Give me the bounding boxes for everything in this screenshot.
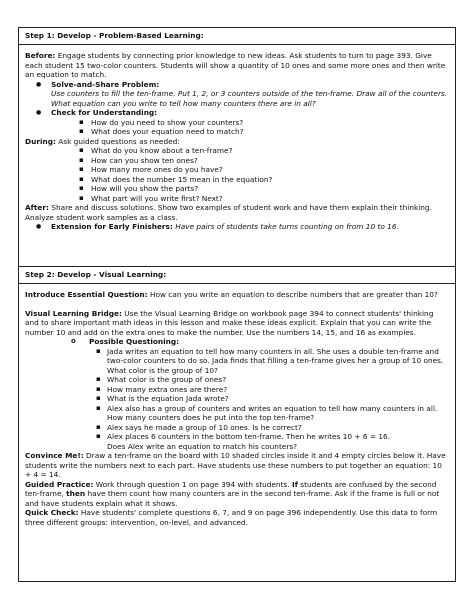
solve-text: Use counters to fill the ten-frame. Put 1, 2, or 3 counters outside of the ten-frame. Draw all of the counters. What equation can you write to tell how many counters there are in all?	[51, 89, 448, 108]
check-label: ● Check for Understanding:	[25, 108, 449, 118]
during-item: ▪ How many more ones do you have?	[25, 165, 449, 175]
essential-question-text: How can you write an equation to describe numbers that are greater than 10?	[149, 290, 438, 299]
quick-check-text: Have students' complete questions 6, 7, and 9 on page 396 independently. Use this data to form three different groups: intervention, on-level, and advanced.	[25, 508, 438, 527]
before-paragraph	[25, 51, 449, 80]
possible-questioning-label: o Possible Questioning:	[25, 337, 449, 347]
quick-check-label: Quick Check:	[25, 508, 79, 517]
before-label: Before:	[25, 51, 56, 60]
guided-practice-then: then	[66, 489, 86, 498]
during-paragraph	[25, 137, 449, 147]
during-label: During:	[25, 136, 56, 146]
during-item: ▪ How can you show ten ones?	[25, 156, 449, 166]
guided-practice-text-c: have them count how many counters are in the second ten-frame. Ask if the frame is full or not and have students explain what it shows.	[25, 489, 440, 508]
after-label: After:	[25, 203, 49, 212]
quick-check-paragraph	[25, 508, 449, 527]
during-text: Ask guided questions as needed:	[58, 136, 180, 146]
check-item: ▪ What does your equation need to match?	[25, 127, 449, 137]
question-item: ▪ Alex places 6 counters in the bottom ten-frame. Then he writes 10 + 6 = 16.	[25, 432, 449, 442]
convince-me-paragraph	[25, 451, 449, 480]
step2-section	[19, 266, 455, 581]
visual-learning-bridge-paragraph	[25, 309, 449, 338]
during-list	[25, 146, 449, 203]
essential-question-paragraph	[25, 290, 449, 300]
step1-header: Step 1: Develop - Problem-Based Learning:	[19, 30, 455, 45]
solve-label: ● Solve-and-Share Problem:	[25, 80, 449, 90]
step1-bullets	[25, 80, 449, 137]
question-item: ▪ What color is the group of ones?	[25, 375, 449, 385]
during-item: ▪ How will you show the parts?	[25, 184, 449, 194]
extension-text: Have pairs of students take turns counting on from 10 to 16.	[175, 222, 399, 231]
visual-learning-bridge-label: Visual Learning Bridge:	[25, 308, 122, 318]
step1-section	[19, 28, 455, 266]
check-item: ▪ How do you need to show your counters?	[25, 118, 449, 128]
guided-practice-label: Guided Practice:	[25, 479, 94, 489]
extension-item	[25, 222, 449, 232]
after-text: Share and discuss solutions. Show two examples of student work and have them explain their thinking. Analyze student work samples as a class.	[25, 203, 432, 222]
extension-label: Extension for Early Finishers:	[51, 222, 173, 231]
before-text: Engage students by connecting prior knowledge to new ideas. Ask students to turn to page 393. Give each student 15 two-color counters. Students will show a quantity of 10 ones and some more ones and then write an equation to match.	[25, 51, 446, 79]
guided-practice-text-b: students are confused by the second ten-frame,	[25, 479, 437, 498]
question-item: ▪ Jada writes an equation to tell how many counters in all. She uses a double ten-frame and two-color counters to do so. Jada finds that filling a ten-frame gives her a group of 10 ones. What color is the group of 10?	[25, 347, 449, 376]
question-item: ▪ What is the equation Jada wrote?	[25, 394, 449, 404]
extension-list	[25, 222, 449, 232]
convince-me-label: Convince Me!:	[25, 451, 84, 460]
essential-question-label: Introduce Essential Question:	[25, 290, 148, 299]
guided-practice-if: If	[291, 479, 298, 489]
guided-practice-paragraph	[25, 480, 449, 509]
after-paragraph	[25, 203, 449, 222]
during-item: ▪ What part will you write first? Next?	[25, 194, 449, 204]
during-item: ▪ What does the number 15 mean in the equation?	[25, 175, 449, 185]
during-item: ▪ What do you know about a ten-frame?	[25, 146, 449, 156]
step2-header: Step 2: Develop - Visual Learning:	[19, 269, 455, 284]
visual-learning-bridge-text: Use the Visual Learning Bridge on workbook page 394 to connect students' thinking and to share important math ideas in this lesson and make these ideas explicit. Explain that you can write the number 10 and add on the extra ones to make the number. Use the numbers 14, 15, and 16 as examples.	[25, 308, 434, 337]
question-item: ▪ Alex says he made a group of 10 ones. Is he correct?	[25, 423, 449, 433]
convince-me-text: Draw a ten-frame on the board with 10 shaded circles inside it and 4 empty circles below it. Have students write the numbers next to each part. Have students use these numbers to put together an equation: 10 + 4 = 14.	[25, 451, 446, 479]
possible-questioning-list	[25, 337, 449, 451]
question-item: ▪ How many extra ones are there?	[25, 385, 449, 395]
lesson-table	[18, 27, 456, 582]
guided-practice-text-a: Work through question 1 on page 394 with students.	[95, 479, 290, 489]
question-item: ▪ Alex also has a group of counters and writes an equation to tell how many counters in all. How many counters does he put into the top ten-frame?	[25, 404, 449, 423]
question-item-continued: Does Alex write an equation to match his counters?	[107, 441, 298, 451]
